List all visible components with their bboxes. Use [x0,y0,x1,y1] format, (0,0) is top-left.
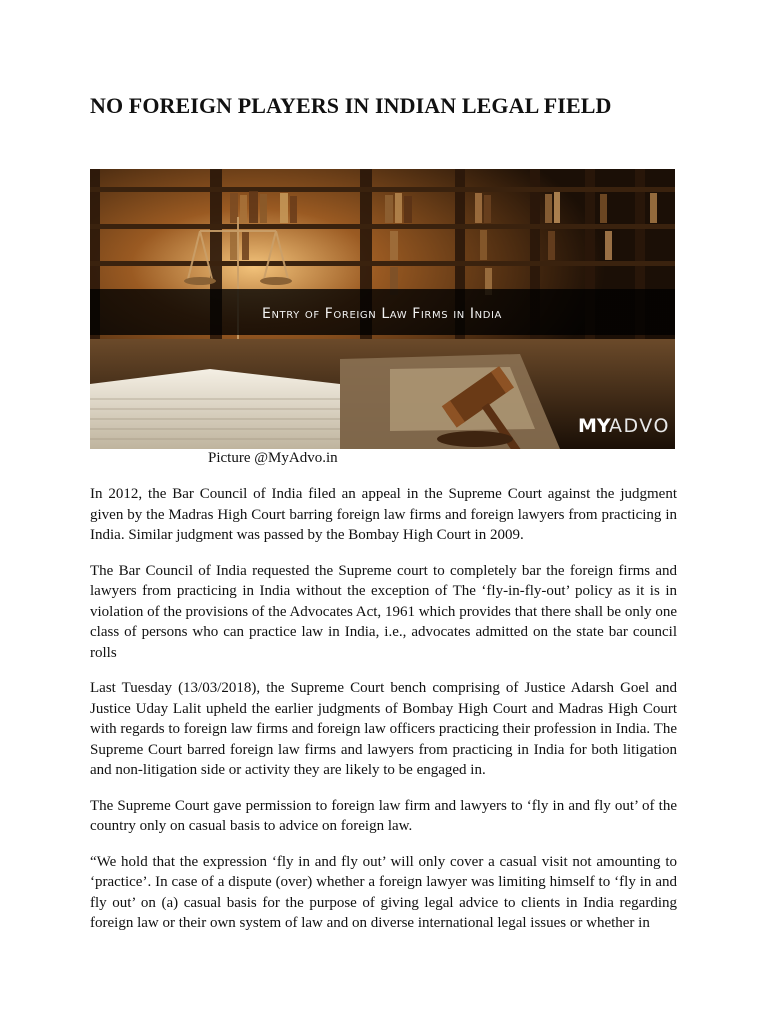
paragraph: “We hold that the expression ‘fly in and fly out’ will only cover a casual visit not amounting to ‘practice’. In case of a dispute (over) whether a foreign lawyer was limiting himself to ‘fly in and fly out’ on (a) casual basis for the purpose of giving legal advice to clients in India regarding foreign law or their own system of law and on diverse international legal issues or whether in [90,853,677,931]
paragraph: Last Tuesday (13/03/2018), the Supreme Court bench comprising of Justice Adarsh Goel and Justice Uday Lalit upheld the earlier judgments of Bombay High Court and Madras High Court with regards to foreign law firms and foreign law officers practicing their profession in India. The Supreme Court barred foreign law firms and lawyers from practicing in India for both litigation and non-litigation side or activity they are likely to be engaged in. [90,680,677,778]
logo-text-advo: ADVO [609,415,670,437]
logo-text-my: MY [578,415,611,437]
banner-text: Entry of Foreign Law Firms in India [262,306,502,322]
library-scene-illustration [90,169,675,449]
image-caption: Picture @MyAdvo.in [208,450,338,466]
paragraph: The Supreme Court gave permission to foreign law firm and lawyers to ‘fly in and fly out’ of the country only on casual basis to advice on foreign law. [90,797,677,834]
article-body [90,484,677,949]
page-title: NO FOREIGN PLAYERS IN INDIAN LEGAL FIELD [90,93,612,118]
article-image [90,169,675,449]
paragraph: In 2012, the Bar Council of India filed an appeal in the Supreme Court against the judgment given by the Madras High Court barring foreign law firms and foreign lawyers from practicing in India. Similar judgment was passed by the Bombay High Court in 2009. [90,486,677,543]
paragraph: The Bar Council of India requested the Supreme court to completely bar the foreign firms and lawyers from practicing in India without the exception of The ‘fly-in-fly-out’ policy as it is in violation of the provisions of the Advocates Act, 1961 which provides that there shall be only one class of persons who can practice law in India, i.e., advocates admitted on the state bar council rolls [90,562,677,661]
